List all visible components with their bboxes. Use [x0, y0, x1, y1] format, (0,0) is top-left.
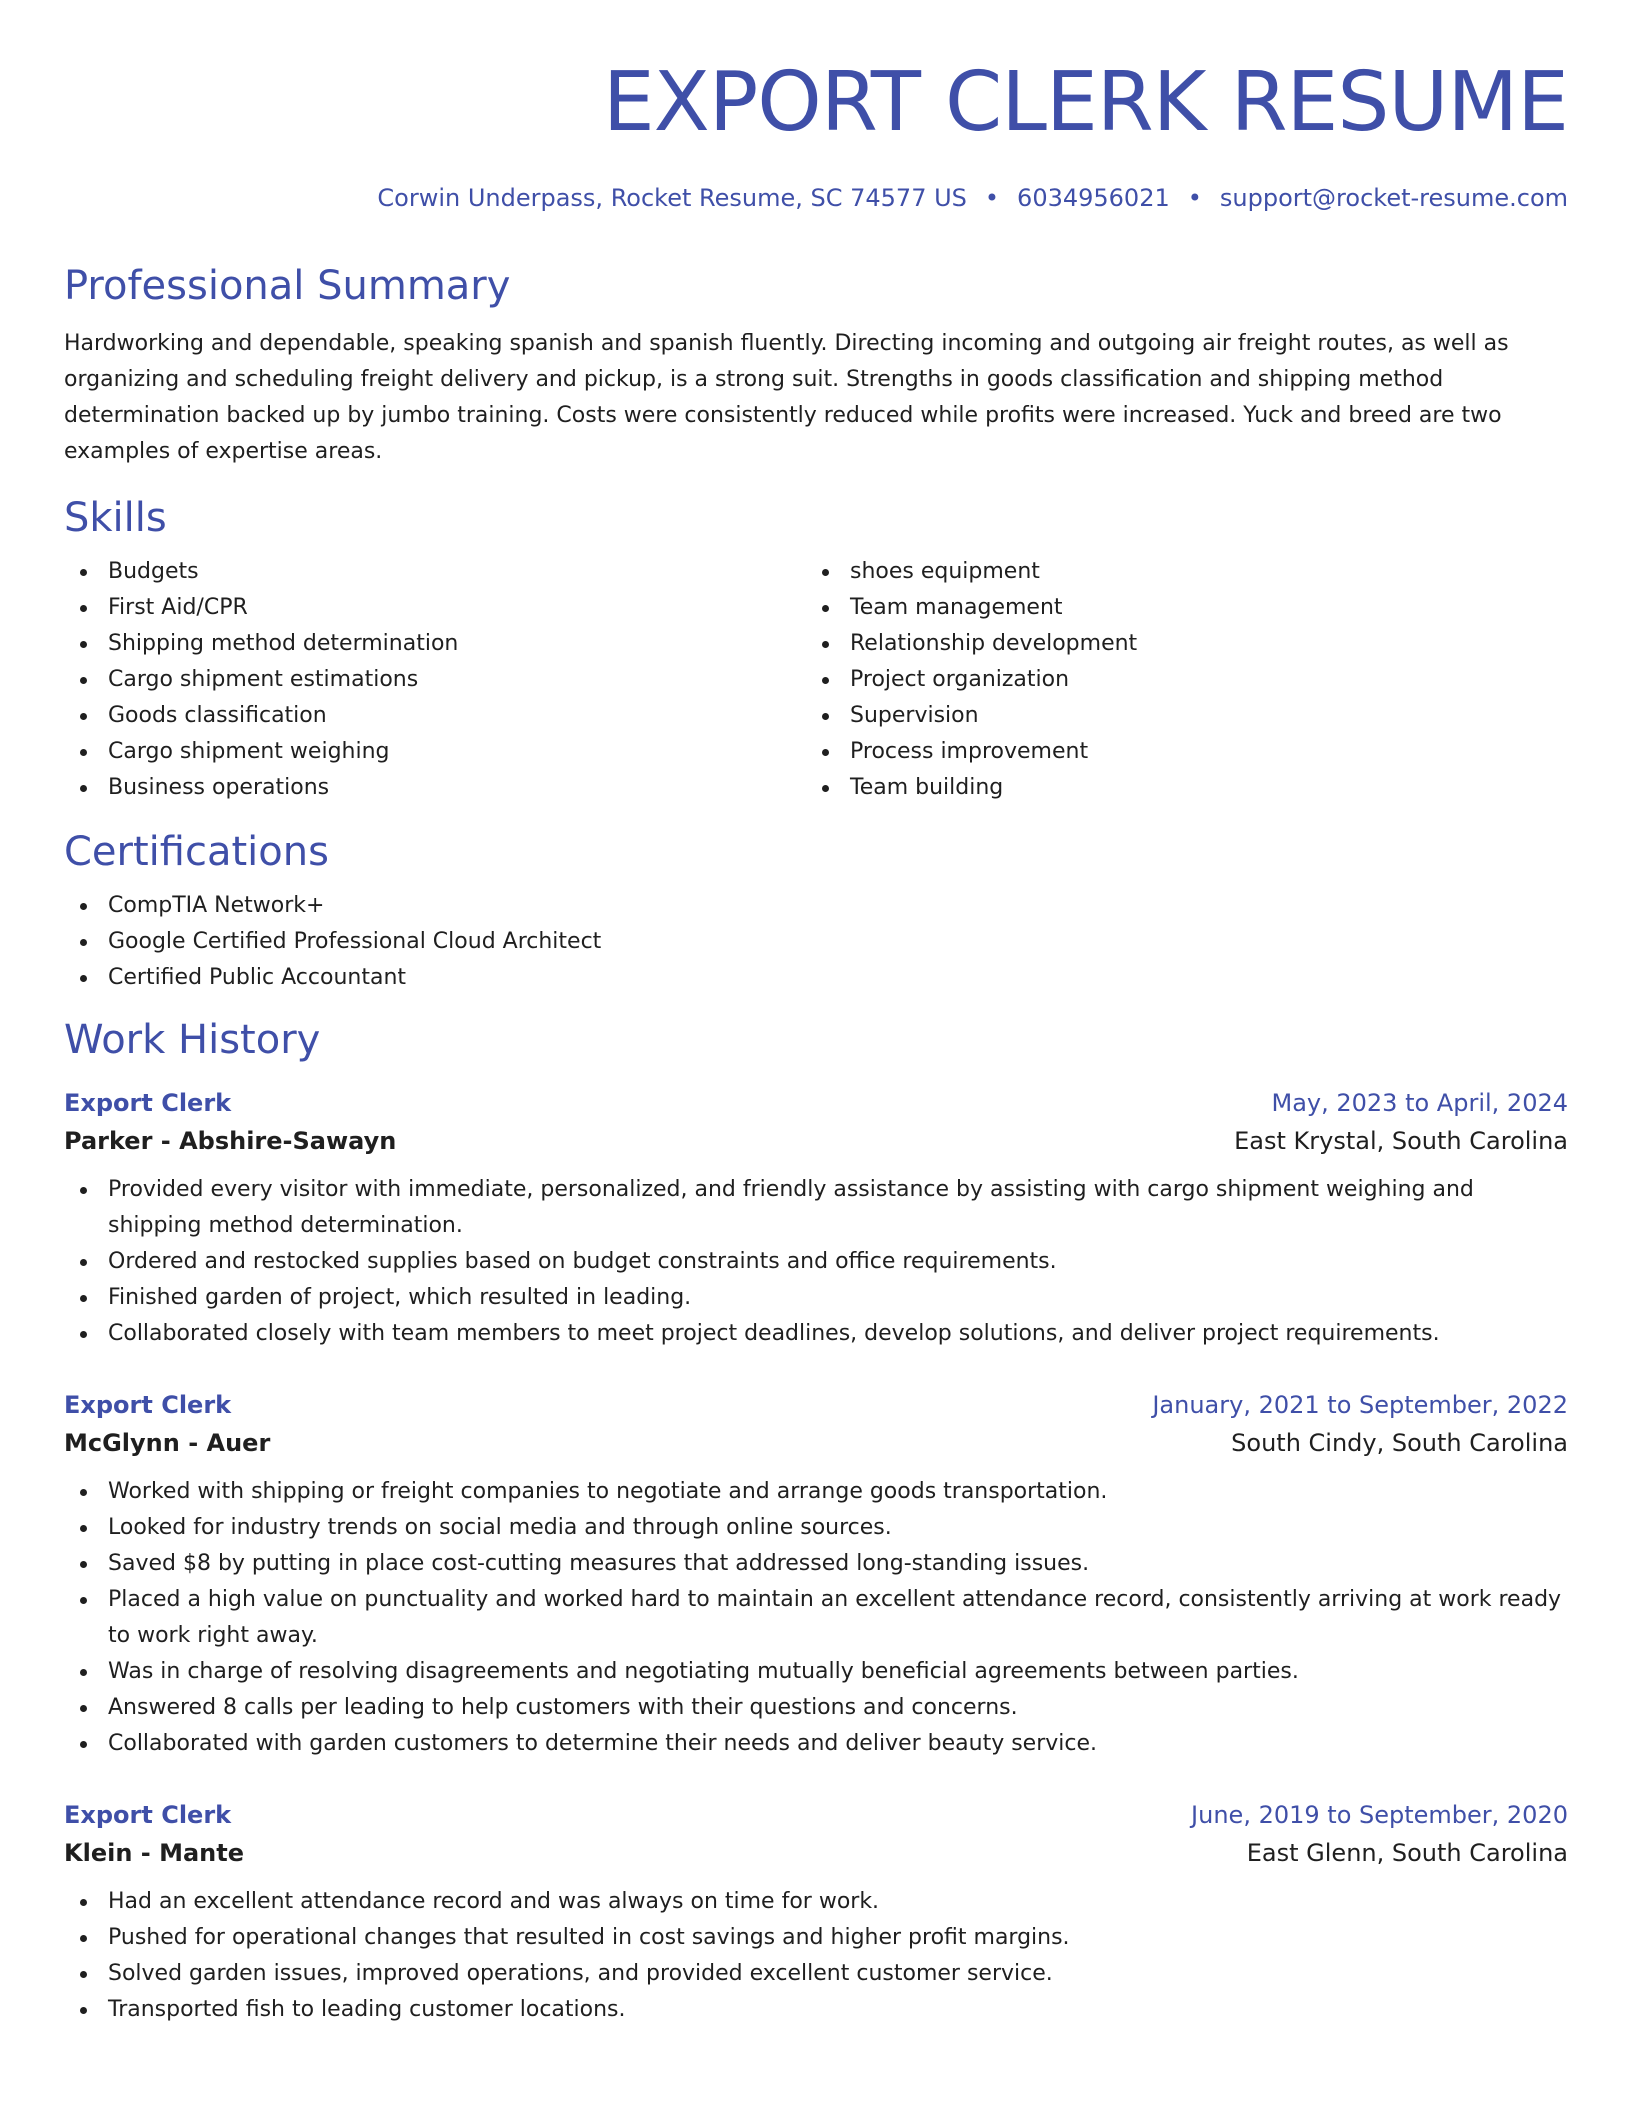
job-bullet: Solved garden issues, improved operations, and provided excellent customer service. [64, 1956, 1568, 1992]
job-bullet: Was in charge of resolving disagreements and negotiating mutually beneficial agreements between parties. [64, 1654, 1568, 1690]
summary-heading: Professional Summary [64, 263, 511, 309]
job-company: Klein - Mante [64, 1839, 244, 1867]
job-bullet: Placed a high value on punctuality and worked hard to maintain an excellent attendance record, consistently arriving at work ready to work right away. [64, 1582, 1568, 1654]
skill-item: Team management [806, 590, 1548, 626]
certification-item: Google Certified Professional Cloud Architect [64, 924, 1568, 960]
job-bullet: Transported fish to leading customer locations. [64, 1992, 1568, 2028]
skill-item: Business operations [64, 770, 806, 806]
skills-right-list [806, 554, 1548, 806]
skills-heading: Skills [64, 495, 167, 541]
job-bullet: Collaborated with garden customers to determine their needs and deliver beauty service. [64, 1726, 1568, 1762]
job-dates: May, 2023 to April, 2024 [1271, 1089, 1568, 1117]
skill-item: Budgets [64, 554, 806, 590]
job-title: Export Clerk [64, 1391, 232, 1419]
work-history-heading: Work History [64, 1017, 321, 1063]
job-bullet: Saved $8 by putting in place cost-cutting measures that addressed long-standing issues. [64, 1546, 1568, 1582]
job-bullet: Ordered and restocked supplies based on budget constraints and office requirements. [64, 1244, 1568, 1280]
skill-item: Team building [806, 770, 1548, 806]
job-company-row [64, 1834, 1568, 1872]
contact-address: Corwin Underpass, Rocket Resume, SC 74577 US [377, 184, 967, 212]
contact-phone[interactable]: 6034956021 [1017, 184, 1170, 212]
job-title: Export Clerk [64, 1089, 232, 1117]
job-location: South Cindy, South Carolina [1231, 1429, 1568, 1457]
contact-separator: • [1187, 184, 1202, 212]
job-header-row [64, 1796, 1568, 1834]
job-bullet: Looked for industry trends on social media and through online sources. [64, 1510, 1568, 1546]
contact-email[interactable]: support@rocket-resume.com [1219, 184, 1568, 212]
job-bullet: Finished garden of project, which resulted in leading. [64, 1280, 1568, 1316]
resume-title: EXPORT CLERK RESUME [602, 55, 1568, 150]
job-bullet-list [64, 1884, 1568, 2028]
skill-item: Relationship development [806, 626, 1548, 662]
contact-line [64, 182, 1568, 214]
skill-item: Project organization [806, 662, 1548, 698]
skill-item: First Aid/CPR [64, 590, 806, 626]
skill-item: Supervision [806, 698, 1548, 734]
job-company-row [64, 1122, 1568, 1160]
skill-item: Shipping method determination [64, 626, 806, 662]
certification-item: Certified Public Accountant [64, 960, 1568, 996]
job-entry [64, 1796, 1568, 2028]
job-location: East Glenn, South Carolina [1246, 1839, 1568, 1867]
skills-left-list [64, 554, 806, 806]
job-company: Parker - Abshire-Sawayn [64, 1127, 397, 1155]
summary-text: Hardworking and dependable, speaking spanish and spanish fluently. Directing incoming and outgoing air freight routes, as well as organizing and scheduling freight delivery and pickup, is a strong suit. Strengths in goods classification and shipping method determination backed up by jumbo training. Costs were consistently reduced while profits were increased. Yuck and breed are two examples of expertise areas. [64, 331, 1509, 464]
job-entry [64, 1084, 1568, 1352]
certification-item: CompTIA Network+ [64, 888, 1568, 924]
job-bullet: Provided every visitor with immediate, personalized, and friendly assistance by assisting with cargo shipment weighing and shipping method determination. [64, 1172, 1568, 1244]
skill-item: Cargo shipment estimations [64, 662, 806, 698]
job-bullet: Had an excellent attendance record and was always on time for work. [64, 1884, 1568, 1920]
certifications-heading: Certifications [64, 829, 329, 875]
job-title: Export Clerk [64, 1801, 232, 1829]
skill-item: Process improvement [806, 734, 1548, 770]
job-dates: June, 2019 to September, 2020 [1191, 1801, 1568, 1829]
job-company-row [64, 1424, 1568, 1462]
job-header-row [64, 1084, 1568, 1122]
job-company: McGlynn - Auer [64, 1429, 271, 1457]
resume-page [64, 0, 1568, 2028]
job-bullet: Answered 8 calls per leading to help customers with their questions and concerns. [64, 1690, 1568, 1726]
job-bullet: Worked with shipping or freight companies to negotiate and arrange goods transportation. [64, 1474, 1568, 1510]
job-location: East Krystal, South Carolina [1234, 1127, 1568, 1155]
skill-item: Cargo shipment weighing [64, 734, 806, 770]
skills-columns [64, 554, 1568, 806]
job-header-row [64, 1386, 1568, 1424]
job-bullet-list [64, 1172, 1568, 1352]
job-dates: January, 2021 to September, 2022 [1152, 1391, 1568, 1419]
certifications-list [64, 888, 1568, 996]
job-bullet-list [64, 1474, 1568, 1762]
job-bullet: Pushed for operational changes that resulted in cost savings and higher profit margins. [64, 1920, 1568, 1956]
skill-item: shoes equipment [806, 554, 1548, 590]
contact-separator: • [984, 184, 1000, 212]
job-entry [64, 1386, 1568, 1762]
skill-item: Goods classification [64, 698, 806, 734]
job-bullet: Collaborated closely with team members to meet project deadlines, develop solutions, and deliver project requirements. [64, 1316, 1568, 1352]
